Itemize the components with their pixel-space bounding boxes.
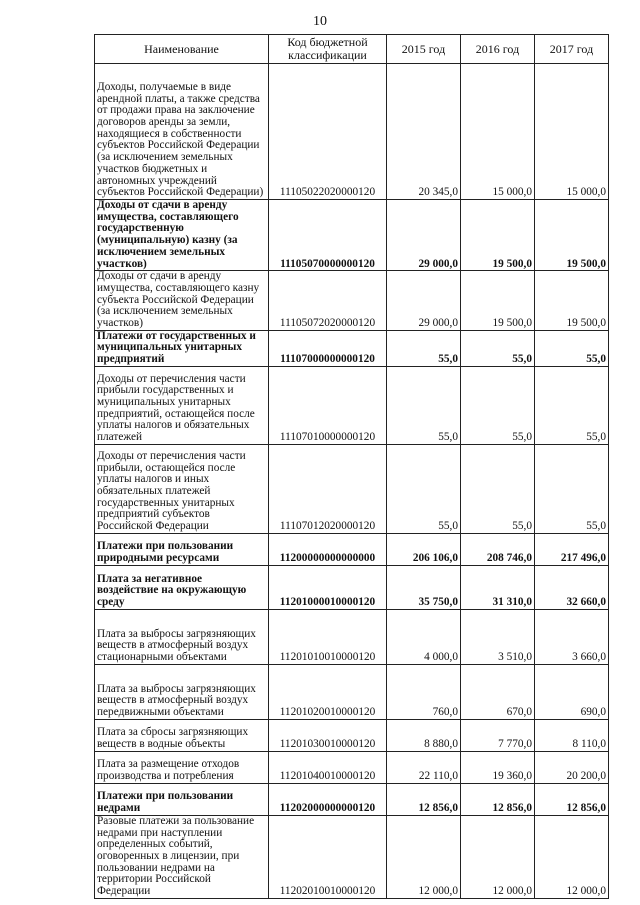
revenue-table — [94, 34, 609, 899]
row-2015-cell: 55,0 — [387, 444, 461, 533]
row-2016-cell: 31 310,0 — [461, 565, 535, 609]
row-2017-cell: 55,0 — [535, 444, 609, 533]
row-code-cell: 11202010010000120 — [269, 815, 387, 898]
table-row — [95, 609, 609, 664]
table-row — [95, 64, 609, 200]
table-row — [95, 815, 609, 898]
row-code-cell: 11105070000000120 — [269, 200, 387, 271]
header-2015: 2015 год — [387, 35, 461, 64]
row-2016-cell: 55,0 — [461, 330, 535, 366]
row-2017-cell: 20 200,0 — [535, 751, 609, 783]
row-2017-cell: 690,0 — [535, 664, 609, 719]
row-2015-cell: 20 345,0 — [387, 64, 461, 200]
row-2016-cell: 3 510,0 — [461, 609, 535, 664]
row-2017-cell: 3 660,0 — [535, 609, 609, 664]
row-2016-cell: 208 746,0 — [461, 533, 535, 565]
header-2016: 2016 год — [461, 35, 535, 64]
row-code-cell: 11201000010000120 — [269, 565, 387, 609]
row-name-cell: Платежи от государственных и муниципальных унитарных предприятий — [95, 330, 269, 366]
table-row — [95, 444, 609, 533]
table-row — [95, 330, 609, 366]
table-row — [95, 783, 609, 815]
row-2015-cell: 206 106,0 — [387, 533, 461, 565]
row-2017-cell: 217 496,0 — [535, 533, 609, 565]
row-2017-cell: 15 000,0 — [535, 64, 609, 200]
row-name-cell: Доходы от перечисления части прибыли, остающейся после уплаты налогов и иных обязательных платежей государственных унитарных предприятий субъектов Российской Федерации — [95, 444, 269, 533]
row-code-cell: 11201030010000120 — [269, 719, 387, 751]
row-2015-cell: 4 000,0 — [387, 609, 461, 664]
row-2016-cell: 19 500,0 — [461, 271, 535, 331]
row-2017-cell: 19 500,0 — [535, 200, 609, 271]
row-2016-cell: 55,0 — [461, 444, 535, 533]
row-name-cell: Платежи при пользовании недрами — [95, 783, 269, 815]
row-name-cell: Доходы от перечисления части прибыли государственных и муниципальных унитарных предприятий, остающейся после уплаты налогов и обязательных платежей — [95, 366, 269, 444]
page-number: 10 — [313, 14, 327, 29]
row-2016-cell: 12 856,0 — [461, 783, 535, 815]
row-name-cell: Плата за негативное воздействие на окружающую среду — [95, 565, 269, 609]
table-row — [95, 366, 609, 444]
row-name-cell: Доходы от сдачи в аренду имущества, составляющего государственную (муниципальную) казну (за исключением земельных участков) — [95, 200, 269, 271]
table-row — [95, 533, 609, 565]
row-code-cell: 11202000000000120 — [269, 783, 387, 815]
row-2016-cell: 12 000,0 — [461, 815, 535, 898]
row-2015-cell: 29 000,0 — [387, 200, 461, 271]
table-row — [95, 200, 609, 271]
row-2016-cell: 670,0 — [461, 664, 535, 719]
row-code-cell: 11107000000000120 — [269, 330, 387, 366]
row-2016-cell: 7 770,0 — [461, 719, 535, 751]
row-2017-cell: 8 110,0 — [535, 719, 609, 751]
row-name-cell: Доходы, получаемые в виде арендной платы, а также средства от продажи права на заключение договоров аренды за земли, находящиеся в собственности субъектов Российской Федерации (за исключением земельных участков бюджетных и автономных учреждений субъектов Российской Федерации) — [95, 64, 269, 200]
row-code-cell: 11105022020000120 — [269, 64, 387, 200]
row-name-cell: Доходы от сдачи в аренду имущества, составляющего казну субъекта Российской Федерации (за исключением земельных участков) — [95, 271, 269, 331]
table-row — [95, 664, 609, 719]
row-code-cell: 11105072020000120 — [269, 271, 387, 331]
row-name-cell: Плата за сбросы загрязняющих веществ в водные объекты — [95, 719, 269, 751]
header-code: Код бюджетной классификации — [269, 35, 387, 64]
row-2017-cell: 12 856,0 — [535, 783, 609, 815]
row-2017-cell: 55,0 — [535, 330, 609, 366]
row-2016-cell: 55,0 — [461, 366, 535, 444]
row-2015-cell: 12 856,0 — [387, 783, 461, 815]
row-2017-cell: 32 660,0 — [535, 565, 609, 609]
row-2015-cell: 55,0 — [387, 366, 461, 444]
row-2017-cell: 55,0 — [535, 366, 609, 444]
header-2017: 2017 год — [535, 35, 609, 64]
row-2015-cell: 22 110,0 — [387, 751, 461, 783]
row-2016-cell: 15 000,0 — [461, 64, 535, 200]
row-code-cell: 11107012020000120 — [269, 444, 387, 533]
row-2015-cell: 760,0 — [387, 664, 461, 719]
header-name: Наименование — [95, 35, 269, 64]
row-code-cell: 11107010000000120 — [269, 366, 387, 444]
row-name-cell: Плата за выбросы загрязняющих веществ в атмосферный воздух передвижными объектами — [95, 664, 269, 719]
table-row — [95, 719, 609, 751]
row-2016-cell: 19 360,0 — [461, 751, 535, 783]
row-2015-cell: 29 000,0 — [387, 271, 461, 331]
row-2015-cell: 8 880,0 — [387, 719, 461, 751]
row-name-cell: Разовые платежи за пользование недрами при наступлении определенных событий, оговоренных в лицензии, при пользовании недрами на территории Российской Федерации — [95, 815, 269, 898]
row-name-cell: Плата за размещение отходов производства и потребления — [95, 751, 269, 783]
row-code-cell: 11201010010000120 — [269, 609, 387, 664]
row-2015-cell: 12 000,0 — [387, 815, 461, 898]
row-2016-cell: 19 500,0 — [461, 200, 535, 271]
row-name-cell: Платежи при пользовании природными ресурсами — [95, 533, 269, 565]
row-2017-cell: 19 500,0 — [535, 271, 609, 331]
row-2015-cell: 55,0 — [387, 330, 461, 366]
row-2017-cell: 12 000,0 — [535, 815, 609, 898]
table-row — [95, 751, 609, 783]
row-code-cell: 11201020010000120 — [269, 664, 387, 719]
row-2015-cell: 35 750,0 — [387, 565, 461, 609]
table-row — [95, 271, 609, 331]
row-code-cell: 11201040010000120 — [269, 751, 387, 783]
row-code-cell: 11200000000000000 — [269, 533, 387, 565]
table-header-row — [95, 35, 609, 64]
table-row — [95, 565, 609, 609]
row-name-cell: Плата за выбросы загрязняющих веществ в атмосферный воздух стационарными объектами — [95, 609, 269, 664]
